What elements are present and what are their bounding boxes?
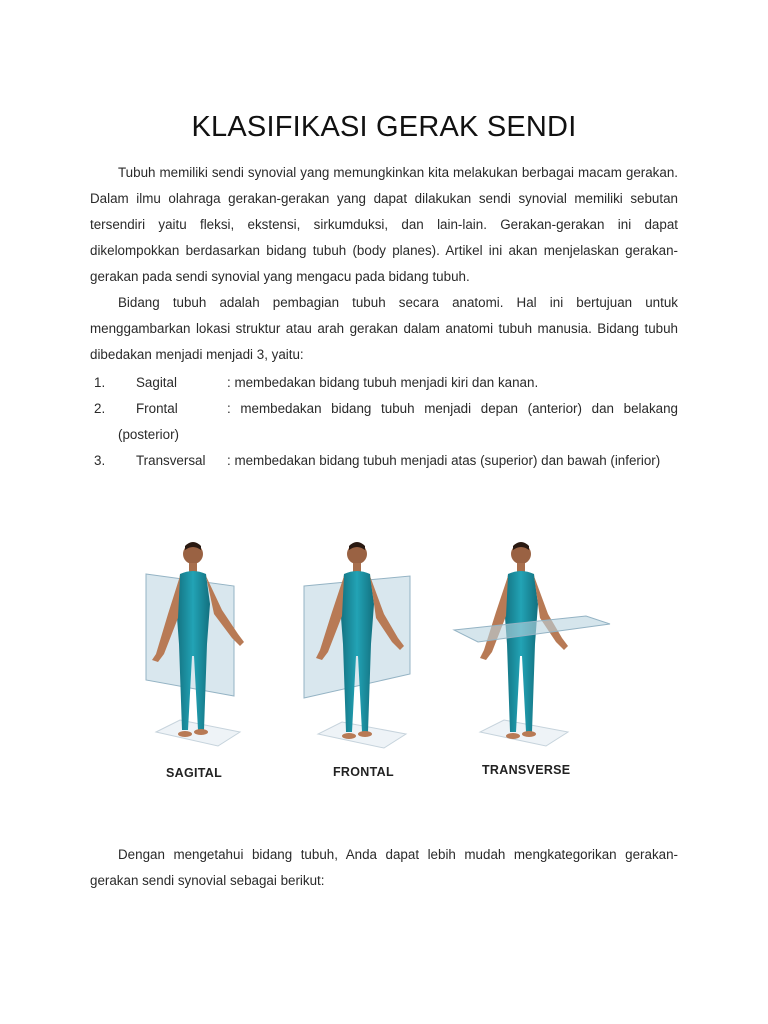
body (176, 571, 210, 730)
body-planes-figure (138, 534, 622, 790)
list-description: : membedakan bidang tubuh menjadi kiri dan kanan. (227, 375, 539, 390)
frontal-figure (304, 542, 410, 748)
list-number: 3. (94, 453, 106, 468)
paragraph-2: Bidang tubuh adalah pembagian tubuh secara anatomi. Hal ini bertujuan untuk menggambarkan lokasi struktur atau arah gerakan dalam anatomi tubuh manusia. Bidang tubuh dibedakan menjadi menjadi 3, yaitu: (90, 295, 678, 362)
list-item-transversal (90, 448, 678, 474)
list-item-sagital (90, 370, 678, 396)
list-number: 1. (94, 375, 106, 390)
transverse-figure (454, 542, 610, 746)
list-term: Transversal (136, 453, 206, 468)
list-description: : membedakan bidang tubuh menjadi atas (superior) dan bawah (inferior) (227, 453, 661, 468)
list-description: : membedakan bidang tubuh menjadi depan (anterior) dan belakang (227, 401, 678, 416)
label-frontal: FRONTAL (333, 765, 394, 779)
list-description-continued: (posterior) (118, 427, 180, 442)
sagital-figure (146, 542, 244, 746)
paragraph-1: Tubuh memiliki sendi synovial yang memungkinkan kita melakukan berbagai macam gerakan. Dalam ilmu olahraga gerakan-gerakan yang dapat dilakukan sendi synovial memiliki sebutan tersendiri yaitu fleksi, ekstensi, sirkumduksi, dan lain-lain. Gerakan-gerakan ini dapat dikelompokkan berdasarkan bidang tubuh (body planes). Artikel ini akan menjelaskan gerakan-gerakan pada sendi synovial yang mengacu pada bidang tubuh. (90, 165, 678, 284)
body-planes-illustration (138, 534, 622, 790)
body-planes-list (90, 370, 678, 474)
list-term: Sagital (136, 375, 177, 390)
list-item-frontal (90, 396, 678, 448)
closing-paragraph (90, 842, 678, 894)
label-sagital: SAGITAL (166, 766, 223, 780)
page-title: KLASIFIKASI GERAK SENDI (191, 111, 577, 144)
paragraph-3: Dengan mengetahui bidang tubuh, Anda dapat lebih mudah mengkategorikan gerakan-gerakan sendi synovial sebagai berikut: (90, 847, 678, 888)
list-number: 2. (94, 401, 106, 416)
intro-paragraph (90, 160, 678, 368)
list-term: Frontal (136, 401, 178, 416)
label-transverse: TRANSVERSE (482, 763, 571, 777)
